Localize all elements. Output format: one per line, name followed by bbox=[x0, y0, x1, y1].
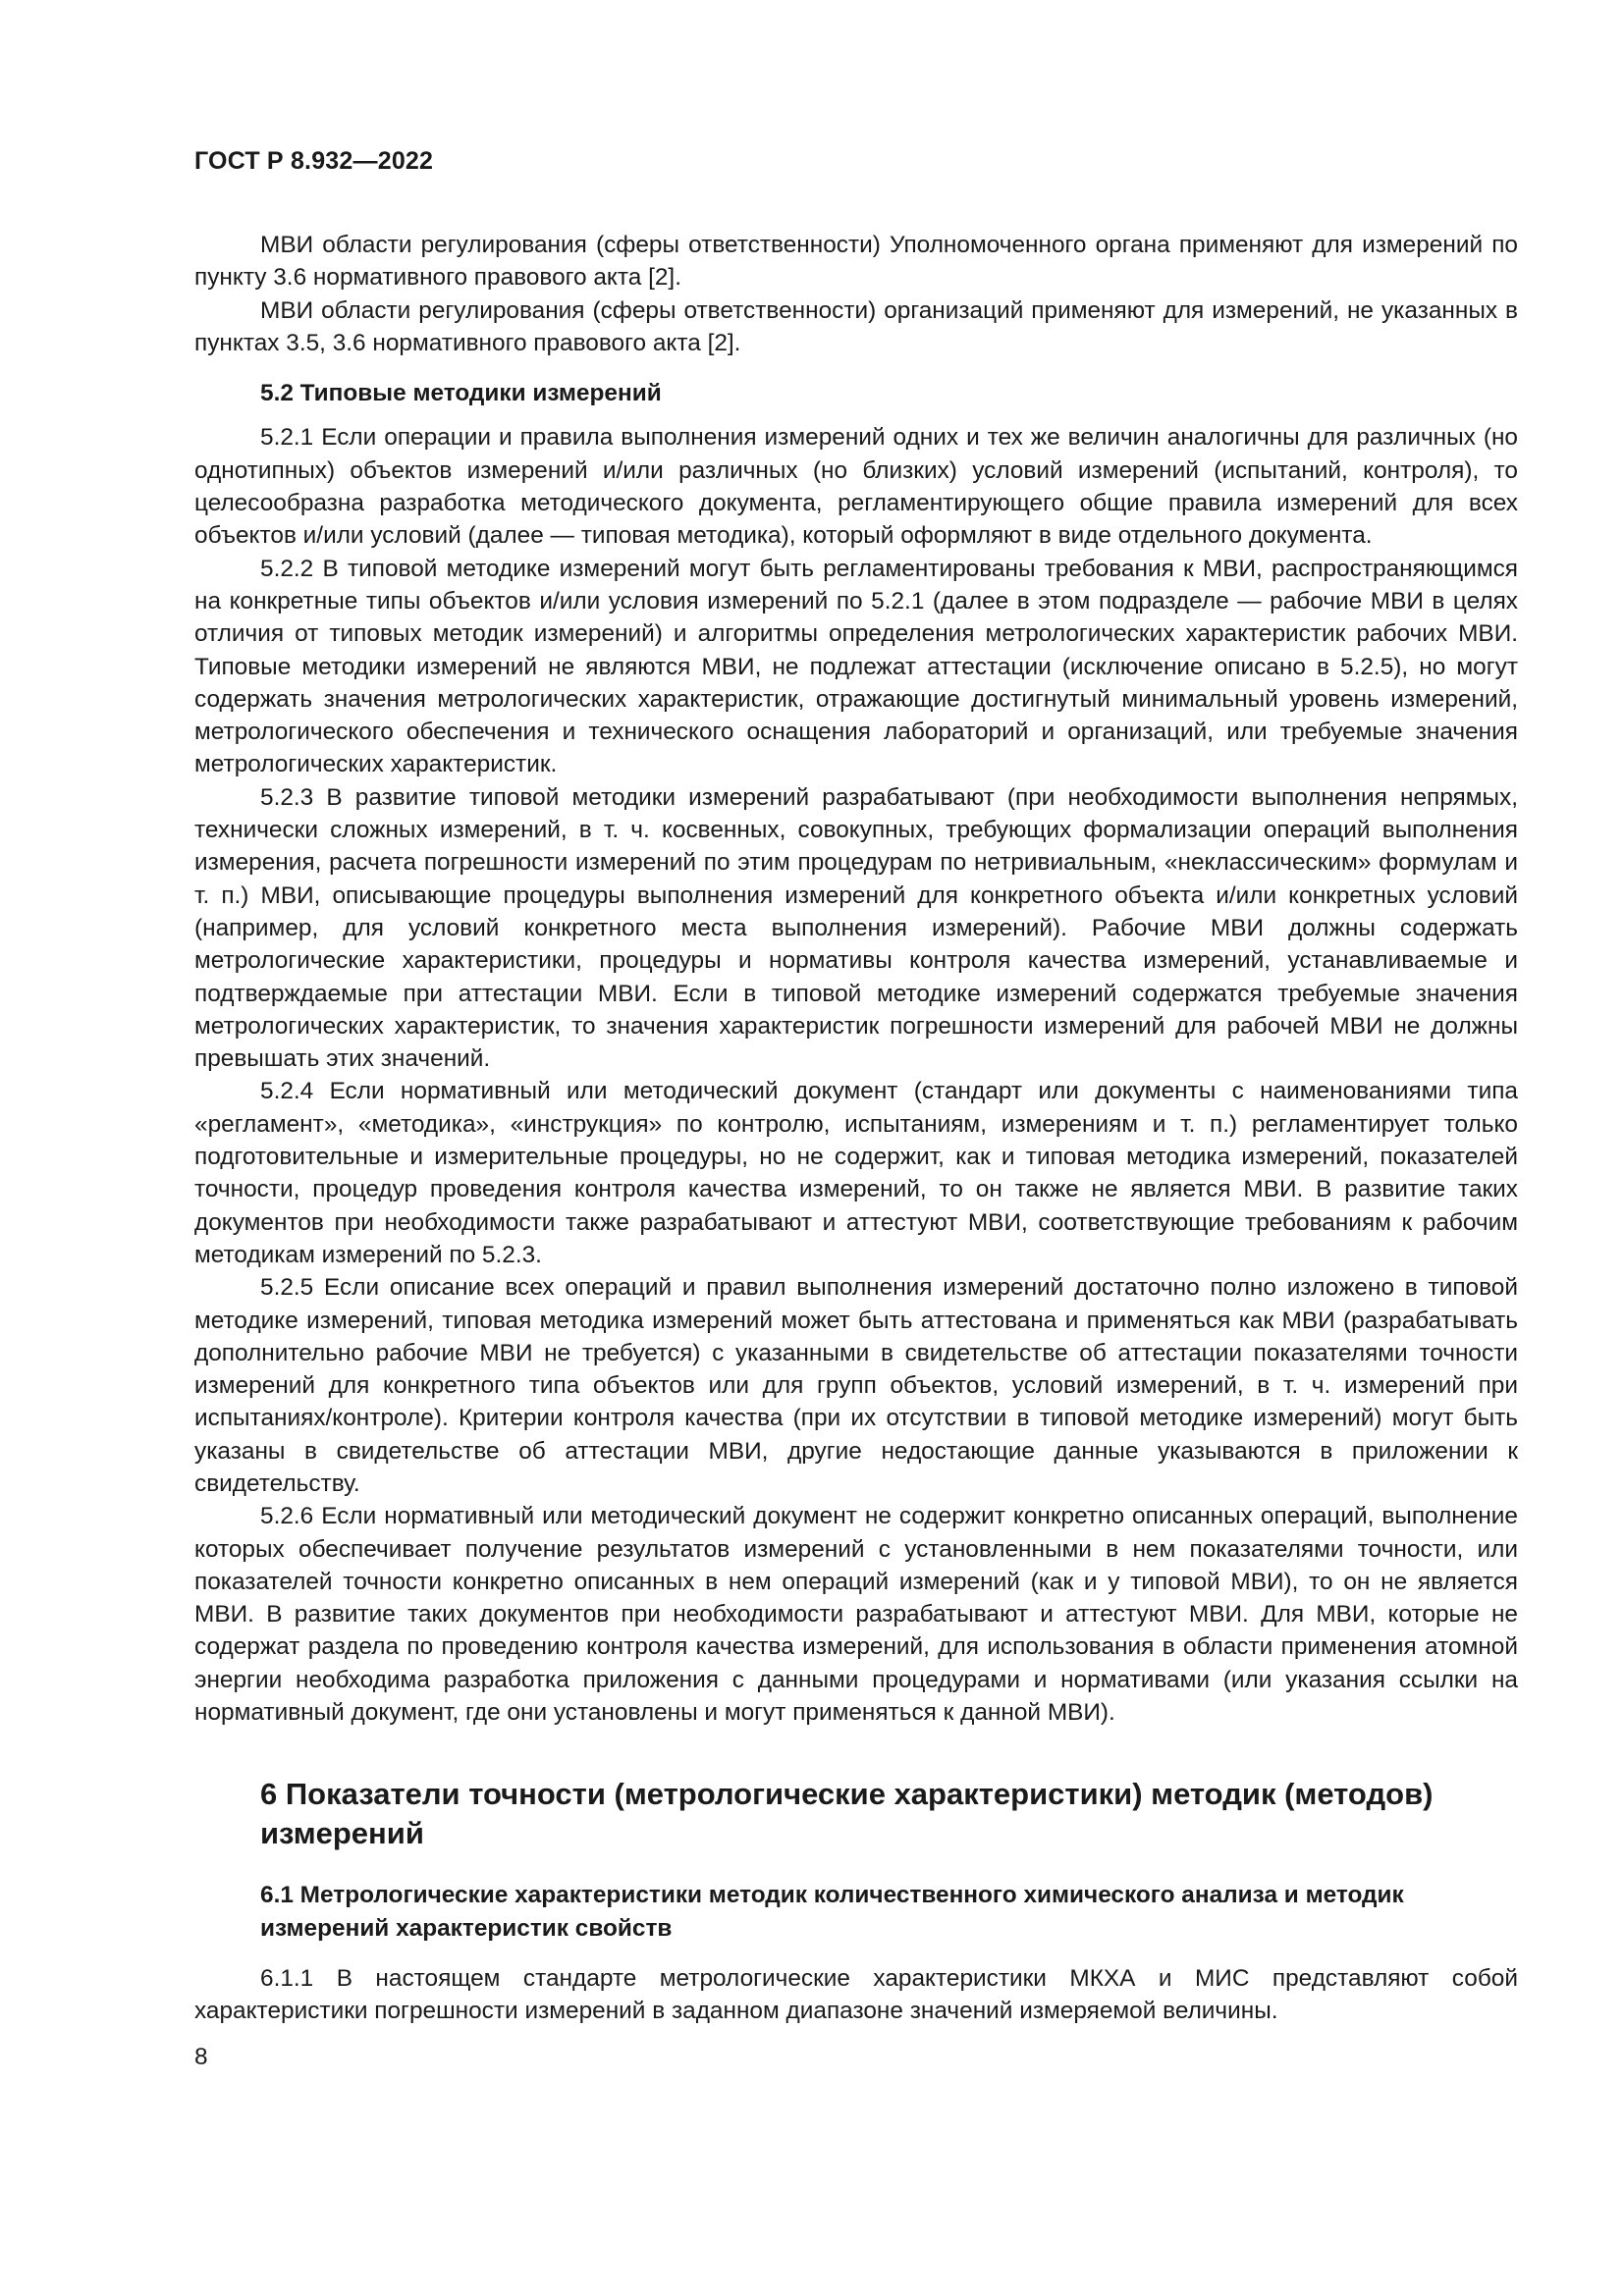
document-body bbox=[194, 229, 1518, 2028]
page-number: 8 bbox=[194, 2044, 208, 2070]
section-5-2-title: 5.2 Типовые методики измерений bbox=[260, 380, 662, 407]
paragraph: МВИ области регулирования (сферы ответственности) Уполномоченного органа применяют для измерений по пункту 3.6 нормативного правового акта [2]. bbox=[194, 232, 1518, 292]
paragraph-5-2-4: 5.2.4 Если нормативный или методический документ (стандарт или документы с наименованиями типа «регламент», «методика», «инструкция» по контролю, испытаниям, измерениям и т. п.) регламентирует только подготовительные и измерительные процедуры, но не содержит, как и типовая методика измерений, показателей точности, процедур проведения контроля качества измерений, то он также не является МВИ. В развитие таких документов при необходимости также разрабатывают и аттестуют МВИ, соответствующие требованиям к рабочим методикам измерений по 5.2.3. bbox=[194, 1078, 1518, 1268]
standard-header: ГОСТ Р 8.932—2022 bbox=[194, 147, 434, 175]
paragraph: МВИ области регулирования (сферы ответственности) организаций применяют для измерений, не указанных в пунктах 3.5, 3.6 нормативного правового акта [2]. bbox=[194, 296, 1518, 356]
section-6-1-title: 6.1 Метрологические характеристики методик количественного химического анализа и методик измерений характеристик свойств bbox=[260, 1882, 1404, 1942]
paragraph-5-2-5: 5.2.5 Если описание всех операций и правил выполнения измерений достаточно полно изложено в типовой методике измерений, типовая методика измерений может быть аттестована и применяться как МВИ (разрабатывать дополнительно рабочие МВИ не требуется) с указанными в свидетельстве об аттестации показателями точности измерений для конкретного типа объектов или для групп объектов, условий измерений, в т. ч. измерений при испытаниях/контроле). Критерии контроля качества (при их отсутствии в типовой методике измерений) могут быть указаны в свидетельстве об аттестации МВИ, другие недостающие данные указываются в приложении к свидетельству. bbox=[194, 1274, 1518, 1497]
paragraph-5-2-1: 5.2.1 Если операции и правила выполнения измерений одних и тех же величин аналогичны для различных (но однотипных) объектов измерений и/или различных (но близких) условий измерений (испытаний, контроля), то целесообразна разработка методического документа, регламентирующего общие правила измерений для всех объектов и/или условий (далее — типовая методика), который оформляют в виде отдельного документа. bbox=[194, 424, 1518, 550]
paragraph-6-1-1: 6.1.1 В настоящем стандарте метрологические характеристики МКХА и МИС представляют собой характеристики погрешности измерений в заданном диапазоне значений измеряемой величины. bbox=[194, 1964, 1518, 2025]
paragraph-5-2-6: 5.2.6 Если нормативный или методический документ не содержит конкретно описанных операций, выполнение которых обеспечивает получение результатов измерений с установленными в нем показателями точности, или показателей точности конкретно описанных в нем операций измерений (как и у типовой МВИ), то он не является МВИ. В развитие таких документов при необходимости разрабатывают и аттестуют МВИ. Для МВИ, которые не содержат раздела по проведению контроля качества измерений, для использования в области применения атомной энергии необходима разработка приложения с данными процедурами и нормативами (или указания ссылки на нормативный документ, где они установлены и могут применяться к данной МВИ). bbox=[194, 1503, 1518, 1727]
paragraph-5-2-3: 5.2.3 В развитие типовой методики измерений разрабатывают (при необходимости выполнения непрямых, технически сложных измерений, в т. ч. косвенных, совокупных, требующих формализации операций выполнения измерения, расчета погрешности измерений по этим процедурам по нетривиальным, «неклассическим» формулам и т. п.) МВИ, описывающие процедуры выполнения измерений для конкретного объекта и/или конкретных условий (например, для условий конкретного места выполнения измерений). Рабочие МВИ должны содержать метрологические характеристики, процедуры и нормативы контроля качества измерений, устанавливаемые и подтверждаемые при аттестации МВИ. Если в типовой методике измерений содержатся требуемые значения метрологических характеристик, то значения характеристик погрешности измерений для рабочей МВИ не должны превышать этих значений. bbox=[194, 783, 1518, 1073]
section-6-title: 6 Показатели точности (метрологические характеристики) методик (методов) измерений bbox=[260, 1777, 1434, 1851]
paragraph-5-2-2: 5.2.2 В типовой методике измерений могут быть регламентированы требования к МВИ, распространяющимся на конкретные типы объектов и/или условия измерений по 5.2.1 (далее в этом подразделе — рабочие МВИ в целях отличия от типовых методик измерений) и алгоритмы определения метрологических характеристик рабочих МВИ. Типовые методики измерений не являются МВИ, не подлежат аттестации (исключение описано в 5.2.5), но могут содержать значения метрологических характеристик, отражающие достигнутый минимальный уровень измерений, метрологического обеспечения и технического оснащения лабораторий и организаций, или требуемые значения метрологических характеристик. bbox=[194, 555, 1518, 778]
